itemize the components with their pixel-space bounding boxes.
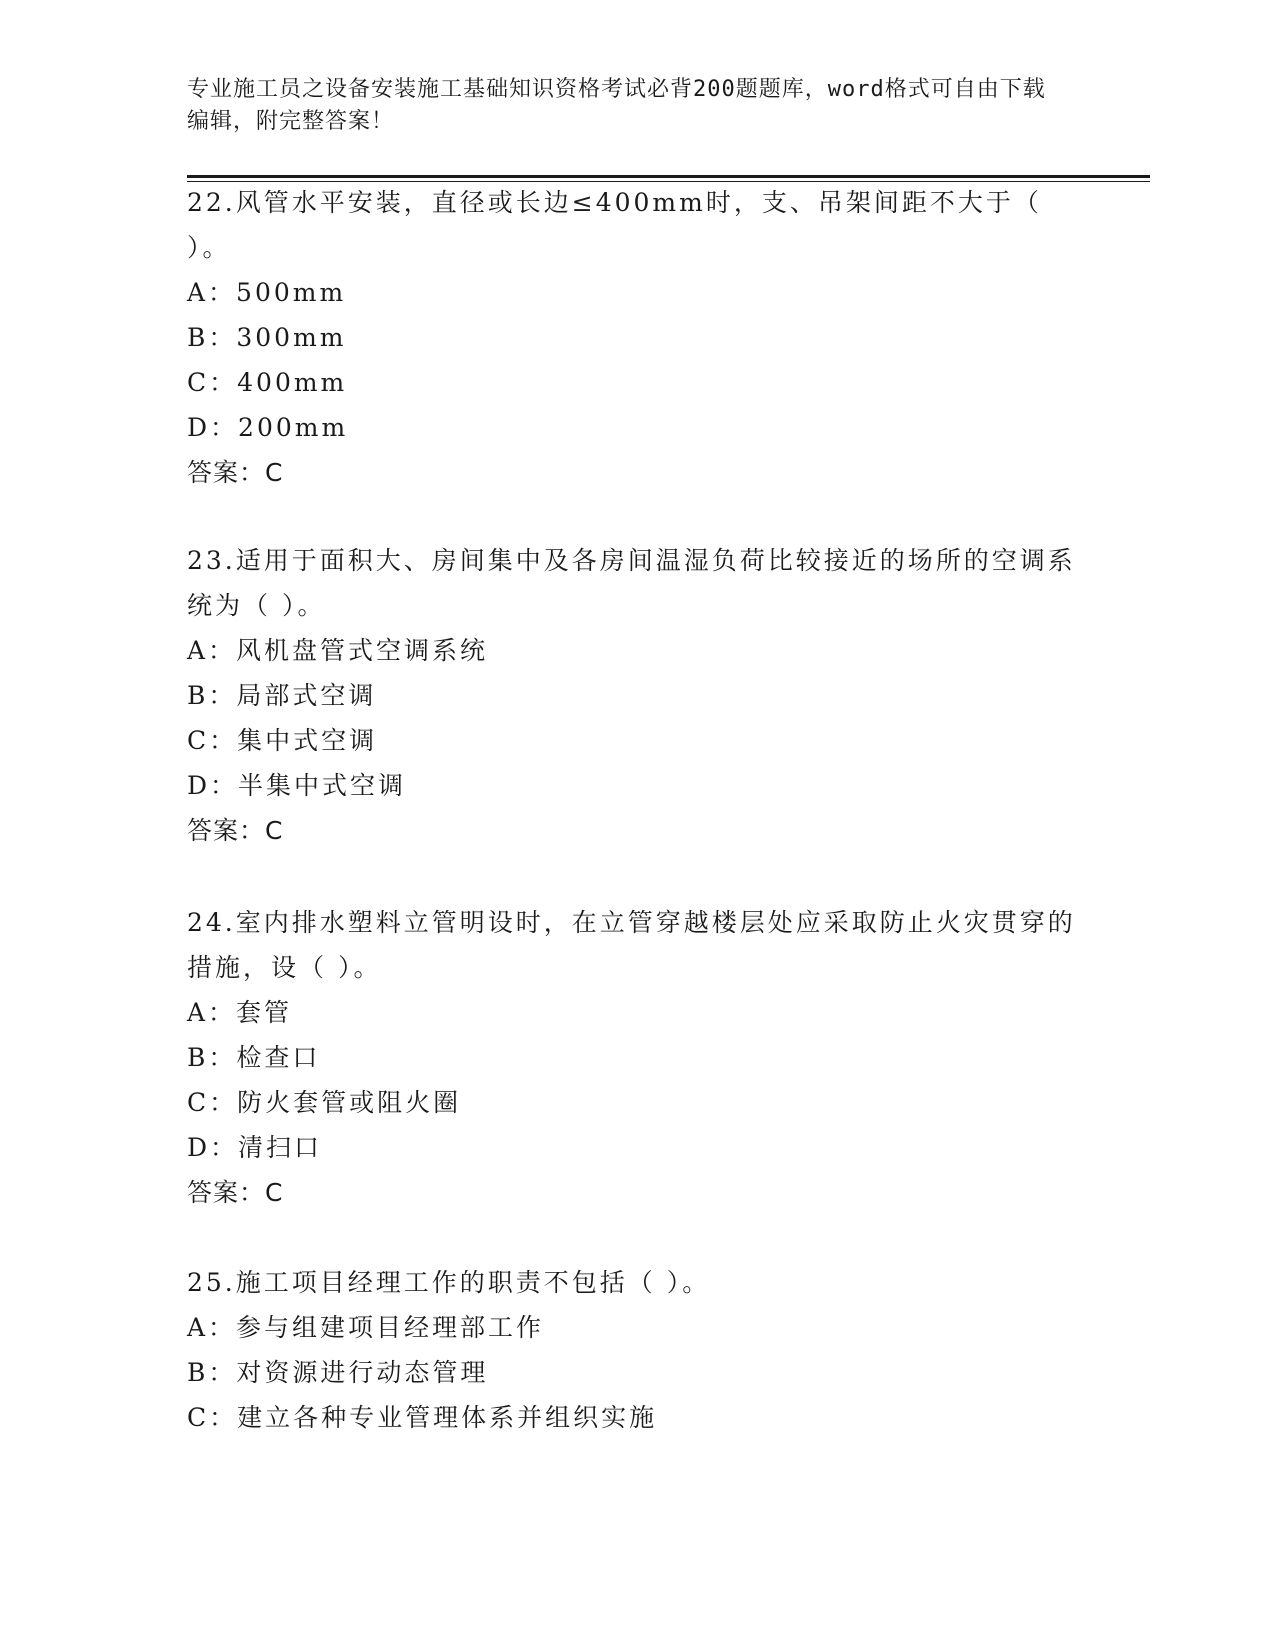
- option-c: C：防火套管或阻火圈: [187, 1088, 462, 1117]
- option-c: C：400mm: [187, 368, 348, 397]
- question-stem: 25.施工项目经理工作的职责不包括（ ）。: [187, 1268, 711, 1297]
- option-d: D：200mm: [187, 413, 349, 442]
- option-b: B：检查口: [187, 1043, 321, 1072]
- option-d: D：清扫口: [187, 1133, 323, 1162]
- question-24: [187, 900, 1087, 1215]
- option-b: B：300mm: [187, 323, 347, 352]
- option-a: A：500mm: [187, 278, 347, 307]
- option-a: A：参与组建项目经理部工作: [187, 1313, 545, 1342]
- option-b: B：局部式空调: [187, 681, 377, 710]
- option-c: C：集中式空调: [187, 726, 378, 755]
- option-a: A：风机盘管式空调系统: [187, 636, 489, 665]
- option-a: A：套管: [187, 998, 293, 1027]
- question-stem: 22.风管水平安装，直径或长边≤400mm时，支、吊架间距不大于（ ）。: [187, 188, 1042, 262]
- question-23: [187, 538, 1087, 853]
- answer: 答案：C: [187, 1178, 284, 1207]
- question-stem: 24.室内排水塑料立管明设时，在立管穿越楼层处应采取防止火灾贯穿的措施，设（ ）。: [187, 908, 1076, 982]
- answer: 答案：C: [187, 458, 284, 487]
- option-d: D：半集中式空调: [187, 771, 407, 800]
- question-25: [187, 1260, 1087, 1440]
- header-divider-thick: [187, 175, 1150, 178]
- document-header: 专业施工员之设备安装施工基础知识资格考试必背200题题库，word格式可自由下载编辑，附完整答案！: [187, 77, 1046, 134]
- question-22: [187, 180, 1087, 495]
- answer: 答案：C: [187, 816, 284, 845]
- option-b: B：对资源进行动态管理: [187, 1358, 489, 1387]
- option-c: C：建立各种专业管理体系并组织实施: [187, 1403, 658, 1432]
- question-stem: 23.适用于面积大、房间集中及各房间温湿负荷比较接近的场所的空调系统为（ ）。: [187, 546, 1076, 620]
